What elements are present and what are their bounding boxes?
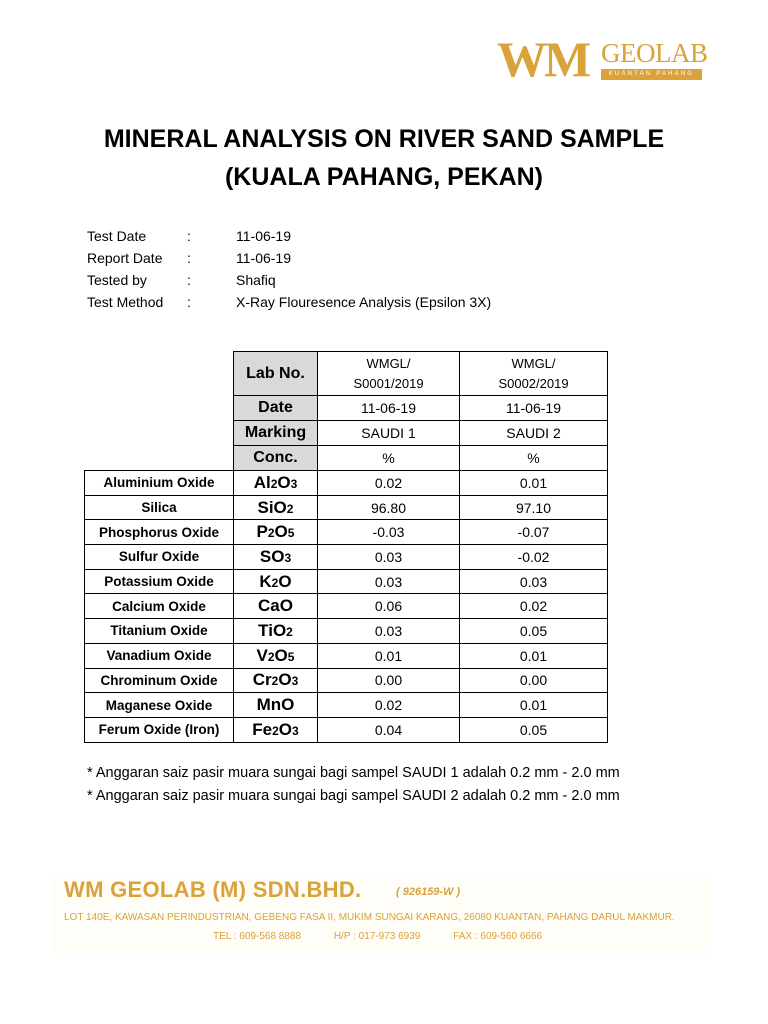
formula-subscript: 2 [267,526,275,541]
saudi-2-value: 0.01 [460,471,608,496]
chemical-formula [234,569,318,594]
chemical-formula [234,495,318,520]
note-saudi-2: * Anggaran saiz pasir muara sungai bagi sampel SAUDI 2 adalah 0.2 mm - 2.0 mm [87,788,620,804]
formula-part: Al [253,472,271,492]
compound-name: Titanium Oxide [85,619,234,644]
lab-no-cell [318,352,460,396]
compound-row [85,545,608,570]
saudi-1-value: 0.03 [318,569,460,594]
marking-label: Marking [234,421,318,446]
chemical-formula [234,643,318,668]
colon: : [187,228,191,244]
lab-no-line1: WMGL/ [511,355,556,371]
saudi-1-value: 0.02 [318,693,460,718]
blank-cell [85,446,234,471]
compound-row [85,471,608,496]
saudi-2-value: 0.01 [460,693,608,718]
chemical-formula [234,545,318,570]
lab-no-line2: S0001/2019 [353,375,424,391]
formula-subscript: 2 [272,723,279,738]
date-label: Date [234,396,318,421]
sample-date: 11-06-19 [318,396,460,421]
formula-part: K [259,571,272,591]
saudi-1-value: 0.03 [318,545,460,570]
formula-subscript: 3 [291,674,299,689]
results-table [84,351,608,743]
compound-name: Chrominum Oxide [85,668,234,693]
compound-name: Phosphorus Oxide [85,520,234,545]
report-date-label: Report Date [87,250,163,266]
test-method-value: X-Ray Flouresence Analysis (Epsilon 3X) [236,294,492,310]
formula-part: O [278,719,293,739]
compound-name: Potassium Oxide [85,569,234,594]
compound-row [85,668,608,693]
formula-part: Fe [252,719,273,739]
colon: : [187,272,191,288]
telephone: TEL : 609-568 8888 [213,931,302,942]
report-title: MINERAL ANALYSIS ON RIVER SAND SAMPLE [103,125,665,153]
registration-number: ( 926159-W ) [396,886,461,898]
formula-part: Cr [252,670,272,690]
saudi-1-value: 0.00 [318,668,460,693]
compound-name: Calcium Oxide [85,594,234,619]
chemical-formula [234,471,318,496]
compound-row [85,495,608,520]
colon: : [187,250,191,266]
formula-subscript: 2 [271,674,279,689]
formula-part: CaO [258,596,293,616]
saudi-2-value: 0.00 [460,668,608,693]
notes [87,762,620,808]
test-method-label: Test Method [87,294,164,310]
test-date-value: 11-06-19 [236,228,292,244]
blank-cell [85,352,234,396]
test-date-label: Test Date [87,228,147,244]
conc-unit: % [460,446,608,471]
sample-date: 11-06-19 [460,396,608,421]
lab-no-line2: S0002/2019 [498,375,569,391]
note-saudi-1: * Anggaran saiz pasir muara sungai bagi sampel SAUDI 1 adalah 0.2 mm - 2.0 mm [87,765,620,781]
sample-marking: SAUDI 1 [318,421,460,446]
blank-cell [85,421,234,446]
compound-row [85,594,608,619]
marking-row [85,421,608,446]
chemical-formula [234,594,318,619]
saudi-1-value: 0.01 [318,643,460,668]
compound-row [85,619,608,644]
company-address: LOT 140E, KAWASAN PERINDUSTRIAN, GEBENG FASA II, MUKIM SUNGAI KARANG, 26080 KUANTAN, PAHANG DARUL MAKMUR. [64,912,675,923]
chemical-formula [234,717,318,742]
compound-row [85,569,608,594]
saudi-1-value: 0.03 [318,619,460,644]
saudi-2-value: 0.05 [460,717,608,742]
lab-no-row [85,352,608,396]
compound-name: Aluminium Oxide [85,471,234,496]
formula-part: O [278,670,292,690]
report-date-value: 11-06-19 [236,250,292,266]
compound-row [85,643,608,668]
saudi-2-value: -0.07 [460,520,608,545]
formula-part: O [278,571,292,591]
formula-subscript: 2 [271,575,279,590]
formula-part: TiO [258,620,287,640]
formula-part: SO [259,546,285,566]
company-logo [497,31,708,87]
compound-name: Ferum Oxide (Iron) [85,717,234,742]
saudi-1-value: 0.06 [318,594,460,619]
conc-row [85,446,608,471]
compound-row [85,717,608,742]
logo-location: KUANTAN PAHANG [601,69,702,80]
formula-part: V [256,645,268,665]
chemical-formula [234,668,318,693]
saudi-2-value: -0.02 [460,545,608,570]
formula-subscript: 5 [287,526,295,541]
formula-subscript: 2 [267,649,275,664]
company-name: WM GEOLAB (M) SDN.BHD. [64,877,362,902]
formula-part: P [256,522,268,542]
lab-no-cell [460,352,608,396]
formula-subscript: 2 [270,476,278,491]
formula-subscript: 5 [287,649,295,664]
fax: FAX : 609-560 6666 [453,931,543,942]
formula-subscript: 3 [284,550,292,565]
tested-by-value: Shafiq [236,272,276,288]
logo-name: GEOLAB [601,38,708,68]
mobile-phone: H/P : 017-973 6939 [333,931,421,942]
colon: : [187,294,191,310]
formula-part: SiO [257,497,287,517]
conc-label: Conc. [234,446,318,471]
saudi-2-value: 97.10 [460,495,608,520]
compound-name: Maganese Oxide [85,693,234,718]
formula-subscript: 3 [292,723,299,738]
compound-row [85,693,608,718]
saudi-2-value: 0.03 [460,569,608,594]
formula-subscript: 2 [286,624,293,639]
saudi-1-value: 0.04 [318,717,460,742]
saudi-2-value: 0.02 [460,594,608,619]
chemical-formula [234,619,318,644]
saudi-1-value: 0.02 [318,471,460,496]
formula-subscript: 3 [290,476,298,491]
formula-part: O [277,472,291,492]
tested-by-label: Tested by [87,272,147,288]
saudi-2-value: 0.01 [460,643,608,668]
compound-name: Vanadium Oxide [85,643,234,668]
lab-no-label: Lab No. [234,352,318,396]
footer [52,875,712,953]
date-row [85,396,608,421]
report-subtitle: (KUALA PAHANG, PEKAN) [224,163,544,191]
compound-name: Sulfur Oxide [85,545,234,570]
formula-part: O [274,645,288,665]
compound-name: Silica [85,495,234,520]
conc-unit: % [318,446,460,471]
saudi-2-value: 0.05 [460,619,608,644]
formula-part: O [274,522,288,542]
formula-part: MnO [256,695,295,715]
lab-no-line1: WMGL/ [366,355,411,371]
chemical-formula [234,693,318,718]
compound-row [85,520,608,545]
sample-marking: SAUDI 2 [460,421,608,446]
compound-rows [85,471,608,743]
formula-subscript: 2 [286,501,294,516]
saudi-1-value: 96.80 [318,495,460,520]
logo-brand: WM [497,31,589,87]
blank-cell [85,396,234,421]
chemical-formula [234,520,318,545]
saudi-1-value: -0.03 [318,520,460,545]
contact-line [213,931,572,942]
